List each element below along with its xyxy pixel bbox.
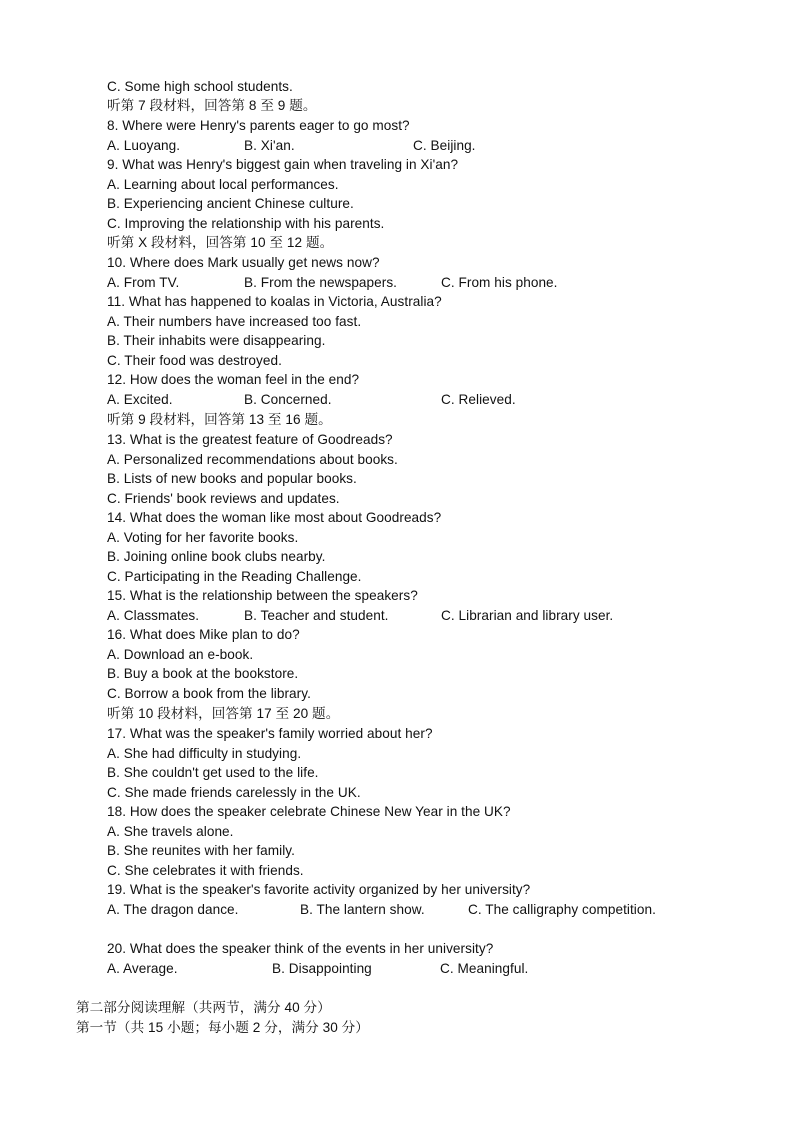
part-2-heading: 第二部分阅读理解（共两节，满分 40 分） (76, 1000, 331, 1015)
q20-option-c: C. Meaningful. (440, 961, 529, 976)
section-8-instruction: 听第 X 段材料，回答第 10 至 12 题。 (107, 235, 334, 250)
q16-option-b: B. Buy a book at the bookstore. (107, 666, 299, 681)
q8-option-a: A. Luoyang. (107, 138, 181, 153)
q13-option-b: B. Lists of new books and popular books. (107, 471, 357, 486)
q9-option-c: C. Improving the relationship with his parents. (107, 216, 385, 231)
q15-option-b: B. Teacher and student. (244, 608, 389, 623)
question-18: 18. How does the speaker celebrate Chinese New Year in the UK? (107, 804, 511, 819)
question-10-options (107, 273, 707, 292)
q16-option-c: C. Borrow a book from the library. (107, 686, 311, 701)
q11-option-b: B. Their inhabits were disappearing. (107, 333, 326, 348)
q18-option-a: A. She travels alone. (107, 824, 234, 839)
q11-option-a: A. Their numbers have increased too fast. (107, 314, 362, 329)
q12-option-a: A. Excited. (107, 392, 173, 407)
question-13: 13. What is the greatest feature of Goodreads? (107, 432, 393, 447)
question-8: 8. Where were Henry's parents eager to go most? (107, 118, 410, 133)
question-19-options (107, 900, 747, 919)
question-15: 15. What is the relationship between the speakers? (107, 588, 418, 603)
q20-option-a: A. Average. (107, 961, 178, 976)
q12-option-c: C. Relieved. (441, 392, 516, 407)
question-15-options (107, 606, 707, 625)
q19-option-c: C. The calligraphy competition. (468, 902, 656, 917)
q7-option-c: C. Some high school students. (107, 79, 293, 94)
section-9-instruction: 听第 9 段材料，回答第 13 至 16 题。 (107, 412, 332, 427)
q8-option-c: C. Beijing. (413, 138, 476, 153)
q11-option-c: C. Their food was destroyed. (107, 353, 282, 368)
q10-option-c: C. From his phone. (441, 275, 558, 290)
q18-option-b: B. She reunites with her family. (107, 843, 295, 858)
question-20: 20. What does the speaker think of the events in her university? (107, 941, 494, 956)
q16-option-a: A. Download an e-book. (107, 647, 254, 662)
section-10-instruction: 听第 10 段材料，回答第 17 至 20 题。 (107, 706, 340, 721)
q15-option-a: A. Classmates. (107, 608, 200, 623)
question-8-options (107, 136, 707, 155)
question-14: 14. What does the woman like most about Goodreads? (107, 510, 442, 525)
question-12-options (107, 390, 707, 409)
part-2-section-1-heading: 第一节（共 15 小题；每小题 2 分，满分 30 分） (76, 1020, 369, 1035)
q17-option-b: B. She couldn't get used to the life. (107, 765, 319, 780)
question-9: 9. What was Henry's biggest gain when traveling in Xi'an? (107, 157, 459, 172)
q14-option-b: B. Joining online book clubs nearby. (107, 549, 326, 564)
question-10: 10. Where does Mark usually get news now? (107, 255, 380, 270)
q20-option-b: B. Disappointing (272, 961, 372, 976)
q14-option-c: C. Participating in the Reading Challenge. (107, 569, 362, 584)
q19-option-a: A. The dragon dance. (107, 902, 239, 917)
q14-option-a: A. Voting for her favorite books. (107, 530, 299, 545)
question-12: 12. How does the woman feel in the end? (107, 372, 360, 387)
q17-option-c: C. She made friends carelessly in the UK. (107, 785, 361, 800)
q15-option-c: C. Librarian and library user. (441, 608, 614, 623)
q8-option-b: B. Xi'an. (244, 138, 295, 153)
q10-option-a: A. From TV. (107, 275, 180, 290)
question-19: 19. What is the speaker's favorite activity organized by her university? (107, 882, 531, 897)
q13-option-a: A. Personalized recommendations about books. (107, 452, 398, 467)
question-20-options (107, 959, 707, 978)
q9-option-b: B. Experiencing ancient Chinese culture. (107, 196, 354, 211)
q13-option-c: C. Friends' book reviews and updates. (107, 491, 340, 506)
question-11: 11. What has happened to koalas in Victoria, Australia? (107, 294, 442, 309)
question-16: 16. What does Mike plan to do? (107, 627, 300, 642)
q17-option-a: A. She had difficulty in studying. (107, 746, 302, 761)
q18-option-c: C. She celebrates it with friends. (107, 863, 304, 878)
section-7-instruction: 听第 7 段材料，回答第 8 至 9 题。 (107, 98, 317, 113)
q12-option-b: B. Concerned. (244, 392, 332, 407)
q10-option-b: B. From the newspapers. (244, 275, 398, 290)
q9-option-a: A. Learning about local performances. (107, 177, 339, 192)
q19-option-b: B. The lantern show. (300, 902, 425, 917)
question-17: 17. What was the speaker's family worried about her? (107, 726, 433, 741)
